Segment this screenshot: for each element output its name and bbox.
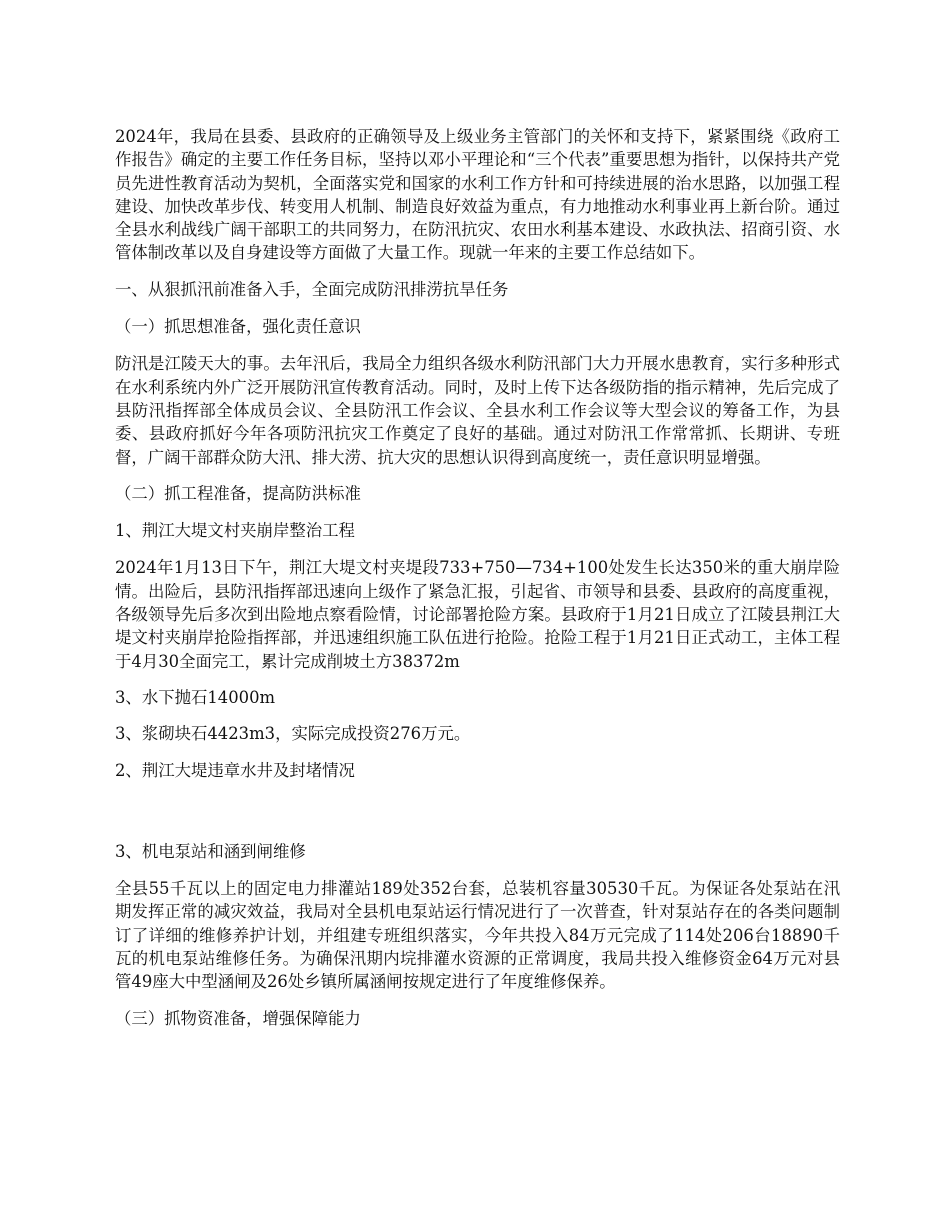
body-paragraph-flood-prevention: 防汛是江陵天大的事。去年汛后，我局全力组织各级水利防汛部门大力开展水患教育，实行多种形式在水利系统内外广泛开展防汛宣传教育活动。同时，及时上传下达各级防指的指示精神，先后完成了县防汛指挥部全体成员会议、全县防汛工作会议、全县水利工作会议等大型会议的筹备工作，为县委、县政府抓好今年各项防汛抗灾工作奠定了良好的基础。通过对防汛工作常常抓、长期讲、专班督，广阔干部群众防大汛、排大涝、抗大灾的思想认识得到高度统一，责任意识明显增强。 [115, 354, 840, 467]
subsection-heading-2: （二）抓工程准备，提高防洪标准 [115, 483, 361, 503]
item-heading-2: 2、荆江大堤违章水井及封堵情况 [115, 760, 355, 780]
item-heading-1: 1、荆江大堤文村夹崩岸整治工程 [115, 521, 355, 541]
intro-paragraph: 2024年，我局在县委、县政府的正确领导及上级业务主管部门的关怀和支持下，紧紧围绕《政府工作报告》确定的主要工作任务目标，坚持以邓小平理论和“三个代表”重要思想为指针，以保持共产党员先进性教育活动为契机，全面落实党和国家的水利工作方针和可持续进展的治水思路，以加强工程建设、加快改革步伐、转变用人机制、制造良好效益为重点，有力地推动水利事业再上新台阶。通过全县水利战线广阔干部职工的共同努力，在防汛抗灾、农田水利基本建设、水政执法、招商引资、水管体制改革以及自身建设等方面做了大量工作。现就一年来的主要工作总结如下。 [115, 127, 840, 263]
body-paragraph-collapse-repair: 2024年1月13日下午，荆江大堤文村夹堤段733+750—734+100处发生长达350米的重大崩岸险情。出险后，县防汛指挥部迅速向上级作了紧急汇报，引起省、市领导和县委、县政府的高度重视，各级领导先后多次到出险地点察看险情，讨论部署抢险方案。县政府于1月21日成立了江陵县荆江大堤文村夹崩岸抢险指挥部，并迅速组织施工队伍进行抢险。抢险工程于1月21日正式动工，主体工程于4月30全面完工，累计完成削坡土方38372m [115, 558, 840, 671]
item-heading-3: 3、机电泵站和涵到闸维修 [115, 841, 306, 861]
body-line-riprap: 3、水下抛石14000m [115, 687, 276, 707]
body-line-masonry: 3、浆砌块石4423m3，实际完成投资276万元。 [115, 724, 471, 744]
body-paragraph-pump-stations: 全县55千瓦以上的固定电力排灌站189处352台套，总装机容量30530千瓦。为保证各处泵站在汛期发挥正常的减灾效益，我局对全县机电泵站运行情况进行了一次普查，针对泵站存在的各类问题制订了详细的维修养护计划，并组建专班组织落实，今年共投入84万元完成了114处206台18890千瓦的机电泵站维修任务。为确保汛期内垸排灌水资源的正常调度，我局共投入维修资金64万元对县管49座大中型涵闸及26处乡镇所属涵闸按规定进行了年度维修保养。 [115, 879, 840, 992]
blank-gap [115, 796, 840, 840]
subsection-heading-1: （一）抓思想准备，强化责任意识 [115, 317, 361, 337]
subsection-heading-3: （三）抓物资准备，增强保障能力 [115, 1008, 361, 1028]
section-heading-1: 一、从狠抓汛前准备入手，全面完成防汛排涝抗旱任务 [115, 279, 509, 299]
document-body [115, 125, 840, 1044]
